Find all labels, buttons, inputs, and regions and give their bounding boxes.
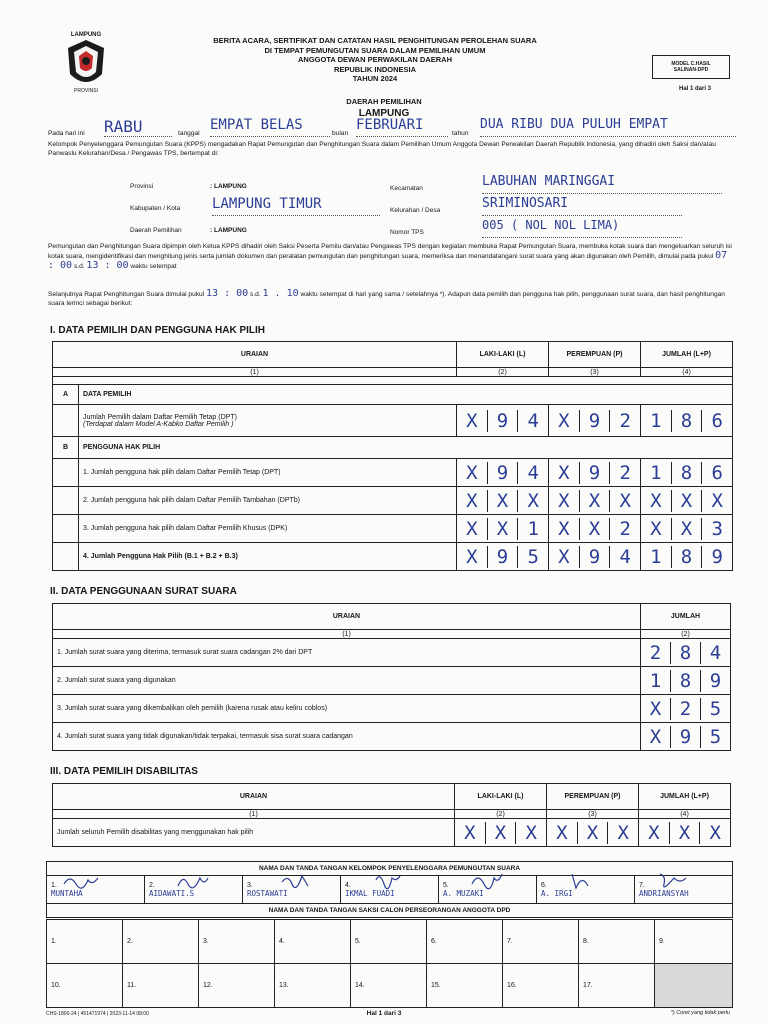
slot-number: 2. <box>127 938 133 945</box>
digit-box: X <box>556 821 568 844</box>
col-laki: LAKI-LAKI (L) <box>455 784 547 810</box>
row-ii2-value <box>641 667 731 695</box>
sd-text: s.d. <box>250 291 261 298</box>
digit-box: X <box>558 461 570 484</box>
section3-heading: III. DATA PEMILIH DISABILITAS <box>50 766 198 777</box>
col-number: (4) <box>639 810 731 819</box>
saksi-slot-12 <box>199 964 275 1008</box>
digit-box: X <box>487 518 518 540</box>
row-b2-perempuan-value <box>549 487 641 515</box>
digit-box: X <box>649 697 662 720</box>
digit-box: 3 <box>701 518 732 540</box>
title-line: BERITA ACARA, SERTIFIKAT DAN CATATAN HASIL PENGHITUNGAN PEROLEHAN SUARA <box>213 36 537 45</box>
digit-box: X <box>558 545 570 568</box>
disabilitas-laki-value <box>455 819 547 847</box>
row-ii2-label: 2. Jumlah surat suara yang digunakan <box>53 667 641 695</box>
sig-number: 7. <box>639 881 645 889</box>
digit-box: 1 <box>649 669 662 692</box>
digit-box: X <box>579 490 610 512</box>
slot-number: 8. <box>583 938 589 945</box>
sig-number: 3. <box>247 881 253 889</box>
digit-box: 1 <box>650 409 662 432</box>
col-number: (2) <box>457 368 549 377</box>
saksi-slot-16 <box>503 964 579 1008</box>
saksi-heading: NAMA DAN TANDA TANGAN SAKSI CALON PERSEORANGAN ANGGOTA DPD <box>47 904 733 918</box>
disabilitas-label: Jumlah seluruh Pemilih disabilitas yang menggunakan hak pilih <box>53 819 455 847</box>
kecamatan-label: Kecamatan <box>390 185 423 192</box>
col-jumlah: JUMLAH <box>641 604 731 630</box>
blank-cell <box>53 487 79 515</box>
col-perempuan: PEREMPUAN (P) <box>547 784 639 810</box>
digit-box: X <box>485 822 516 844</box>
row-a-label <box>79 405 457 437</box>
row-b4-jumlah-value <box>641 543 733 571</box>
end-time: 13 : 00 <box>86 260 129 271</box>
slot-number: 3. <box>203 938 209 945</box>
col-number: (2) <box>455 810 547 819</box>
tanggal-label: tanggal <box>178 130 200 137</box>
saksi-slot-17 <box>579 964 655 1008</box>
dapil-label: Daerah Pemilihan <box>130 227 182 234</box>
footer-note: *) Coret yang tidak perlu <box>670 1010 730 1016</box>
digit-box: 8 <box>671 546 702 568</box>
tahun-value: DUA RIBU DUA PULUH EMPAT <box>480 117 736 137</box>
digit-box: X <box>517 490 548 512</box>
spacer-row <box>53 377 733 385</box>
saksi-signature-table <box>46 919 733 1008</box>
slot-number: 1. <box>51 938 57 945</box>
start-time: 07 : 00 <box>48 250 728 271</box>
digit-box: 9 <box>487 546 518 568</box>
tahun-label: tahun <box>452 130 469 137</box>
digit-box: X <box>650 489 662 512</box>
digit-box: 9 <box>487 462 518 484</box>
signature-scrawls-icon <box>60 870 700 892</box>
digit-box: 9 <box>670 726 700 748</box>
slot-number: 11. <box>127 982 137 989</box>
kabupaten-value: LAMPUNG TIMUR <box>212 196 380 216</box>
saksi-slot-14 <box>351 964 427 1008</box>
digit-box: 9 <box>579 546 610 568</box>
row-b1-perempuan-value <box>549 459 641 487</box>
digit-box: 4 <box>609 546 640 568</box>
section1-table <box>52 341 733 571</box>
group-b-code: B <box>53 437 79 459</box>
digit-box: 9 <box>579 462 610 484</box>
section2-table <box>52 603 731 751</box>
para2-end: waktu setempat di hari yang sama / setelahnya *). Adapun data pemilih dan pengguna hak pilih, penggunaan surat suara, dan hasil penghitungan suara terinci sebagai berikut: <box>48 291 725 307</box>
kelurahan-label: Kelurahan / Desa <box>390 207 441 214</box>
col-jumlah: JUMLAH (L+P) <box>639 784 731 810</box>
row-b2-label: 2. Jumlah pengguna hak pilih dalam Daftar Pemilih Tambahan (DPTb) <box>79 487 457 515</box>
saksi-slot-10 <box>47 964 123 1008</box>
slot-number: 10. <box>51 982 61 989</box>
saksi-slot-11 <box>123 964 199 1008</box>
digit-box: X <box>648 821 660 844</box>
saksi-slot-2 <box>123 920 199 964</box>
digit-box: 1 <box>650 545 662 568</box>
blank-cell <box>53 405 79 437</box>
kpu-logo-icon <box>62 34 110 94</box>
saksi-slot-1 <box>47 920 123 964</box>
sig-number: 6. <box>541 881 547 889</box>
col-uraian: URAIAN <box>53 784 455 810</box>
saksi-slot-15 <box>427 964 503 1008</box>
col-number: (4) <box>641 368 733 377</box>
digit-box: 8 <box>670 670 700 692</box>
digit-box: 8 <box>670 642 700 664</box>
row-ii4-label: 4. Jumlah surat suara yang tidak digunakan/tidak terpakai, termasuk sisa surat suara cadangan <box>53 723 641 751</box>
col-number: (2) <box>641 630 731 639</box>
sig-name: A. MUZAKI <box>443 888 484 898</box>
saksi-slot-13 <box>275 964 351 1008</box>
digit-box: X <box>671 490 702 512</box>
slot-number: 6. <box>431 938 437 945</box>
digit-box: 1 <box>517 518 548 540</box>
digit-box: 8 <box>671 462 702 484</box>
row-b2-laki-value <box>457 487 549 515</box>
digit-box: 5 <box>517 546 548 568</box>
row-ii4-value <box>641 723 731 751</box>
digit-box: 5 <box>700 726 730 748</box>
digit-box: X <box>699 822 730 844</box>
blank-cell <box>53 543 79 571</box>
row-ii3-value <box>641 695 731 723</box>
title-line: TAHUN 2024 <box>352 74 398 83</box>
digit-box: 6 <box>701 462 732 484</box>
group-a-code: A <box>53 385 79 405</box>
body-paragraph-1 <box>48 242 738 271</box>
col-number: (3) <box>549 368 641 377</box>
para2-start: Selanjutnya Rapat Penghitungan Suara dimulai pukul <box>48 291 205 298</box>
daerah-value: LAMPUNG <box>358 108 410 119</box>
digit-box: X <box>607 822 638 844</box>
row-b1-jumlah-value <box>641 459 733 487</box>
digit-box: 4 <box>517 462 548 484</box>
row-b3-jumlah-value <box>641 515 733 543</box>
sig-name: ANDRIANSYAH <box>639 888 689 898</box>
digit-box: 1 <box>650 461 662 484</box>
digit-box: 6 <box>701 410 732 432</box>
intro-paragraph: Kelompok Penyelenggara Pemungutan Suara (KPPS) mengadakan Rapat Pemungutan dan Penghitungan Suara dalam Pemilihan Umum Anggota Dewan Perwakilan Daerah Republik Indonesia, yang dihadiri oleh Saksi dan/atau Panwaslu Kelurahan/Desa / Pengawas TPS, bertempat di: <box>48 141 716 157</box>
digit-box: X <box>466 545 478 568</box>
row-a-jumlah-value <box>641 405 733 437</box>
tps-label: Nomor TPS <box>390 229 424 236</box>
digit-box: X <box>466 517 478 540</box>
digit-box: 2 <box>609 518 640 540</box>
sig-name: IKMAL FUADI <box>345 888 395 898</box>
sig-number: 5. <box>443 881 449 889</box>
slot-number: 5. <box>355 938 361 945</box>
section2-heading: II. DATA PENGGUNAAN SURAT SUARA <box>50 586 237 597</box>
section1-heading: I. DATA PEMILIH DAN PENGGUNA HAK PILIH <box>50 325 265 336</box>
slot-number: 15. <box>431 982 441 989</box>
col-number: (3) <box>547 810 639 819</box>
disabilitas-jumlah-value <box>639 819 731 847</box>
para1-end: waktu setempat <box>130 263 177 270</box>
digit-box: X <box>649 725 662 748</box>
model-code-box <box>652 55 730 79</box>
row-a-line2: (Terdapat dalam Model A-Kabko Daftar Pemilih ) <box>83 420 234 428</box>
section3-table <box>52 783 731 847</box>
sd-text: s.d. <box>73 263 85 270</box>
digit-box: 9 <box>579 410 610 432</box>
kelurahan-value: SRIMINOSARI <box>482 196 682 216</box>
digit-box: X <box>466 409 478 432</box>
digit-box: X <box>579 518 610 540</box>
digit-box: 4 <box>700 642 730 664</box>
kpps-heading: NAMA DAN TANDA TANGAN KELOMPOK PENYELENGGARA PEMUNGUTAN SUARA <box>47 862 733 876</box>
logo-bottom-text: PROVINSI <box>74 88 98 94</box>
col-number: (1) <box>53 630 641 639</box>
row-a-line1: Jumlah Pemilih dalam Daftar Pemilih Tetap (DPT) <box>83 413 237 421</box>
kecamatan-value: LABUHAN MARINGGAI <box>482 174 722 194</box>
footer-page: Hal 1 dari 3 <box>366 1010 402 1017</box>
title-line: DI TEMPAT PEMUNGUTAN SUARA DALAM PEMILIHAN UMUM <box>264 45 486 55</box>
tanggal-value: EMPAT BELAS <box>210 117 330 137</box>
col-number: (1) <box>53 810 455 819</box>
sig-number: 1. <box>51 881 57 889</box>
blank-cell <box>53 515 79 543</box>
blank-cell <box>53 459 79 487</box>
digit-box: X <box>464 821 476 844</box>
digit-box: 2 <box>609 462 640 484</box>
model-line: SALINAN-DPD <box>673 67 709 73</box>
saksi-slot-9 <box>655 920 733 964</box>
digit-box: X <box>515 822 546 844</box>
digit-box: X <box>671 518 702 540</box>
tps-value: 005 ( NOL NOL LIMA) <box>482 218 682 238</box>
col-jumlah: JUMLAH (L+P) <box>641 342 733 368</box>
dapil-value: : LAMPUNG <box>210 227 247 234</box>
col-laki: LAKI-LAKI (L) <box>457 342 549 368</box>
row-a-laki-value <box>457 405 549 437</box>
digit-box: X <box>558 489 570 512</box>
digit-box: X <box>558 517 570 540</box>
row-ii3-label: 3. Jumlah surat suara yang dikembalikan oleh pemilih (karena rusak atau keliru coblos) <box>53 695 641 723</box>
para1-text: Pemungutan dan Penghitungan Suara dipimpin oleh Ketua KPPS dihadiri oleh Saksi Peserta Pemilu dan/atau Pengawas TPS dengan kegiatan membuka Rapat Pemungutan Suara, membuka kotak suara dan mengeluarkan seluruh isi kotak suara, mengidentifikasi dan menghitung jenis serta jumlah dokumen dan peralatan pemungutan dan penghitungan suara, memeriksa dan menandatangani surat suara yang akan digunakan oleh Pemilih, dimulai pada pukul <box>48 243 732 260</box>
saksi-slot-7 <box>503 920 579 964</box>
provinsi-label: Provinsi <box>130 183 154 190</box>
sig-name: ROSTAWATI <box>247 888 288 898</box>
sig-name: A. IRGI <box>541 888 573 898</box>
digit-box: X <box>558 409 570 432</box>
row-b4-label: 4. Jumlah Pengguna Hak Pilih (B.1 + B.2 + B.3) <box>79 543 457 571</box>
slot-number: 12. <box>203 982 213 989</box>
row-b3-label: 3. Jumlah pengguna hak pilih dalam Daftar Pemilih Khusus (DPK) <box>79 515 457 543</box>
digit-box: 2 <box>609 410 640 432</box>
col-uraian: URAIAN <box>53 604 641 630</box>
digit-box: X <box>650 517 662 540</box>
bulan-value: FEBRUARI <box>356 117 448 137</box>
daerah-label: DAERAH PEMILIHAN <box>346 97 422 106</box>
row-b1-laki-value <box>457 459 549 487</box>
digit-box: X <box>487 490 518 512</box>
kabupaten-label: Kabupaten / Kota <box>130 205 181 212</box>
saksi-slot-5 <box>351 920 427 964</box>
model-line: MODEL C.HASIL <box>671 61 711 67</box>
count-start-time: 13 : 00 <box>206 288 249 299</box>
logo-top-text: LAMPUNG <box>70 32 102 38</box>
group-a-title: DATA PEMILIH <box>79 385 733 405</box>
digit-box: X <box>609 490 640 512</box>
document-title <box>140 36 610 84</box>
digit-box: 5 <box>700 698 730 720</box>
digit-box: 9 <box>487 410 518 432</box>
saksi-slot-3 <box>199 920 275 964</box>
body-paragraph-2 <box>48 289 738 308</box>
slot-number: 9. <box>659 938 665 945</box>
count-end-time: 1 . 10 <box>262 288 299 299</box>
page-indicator-top: Hal 1 dari 3 <box>678 86 711 92</box>
digit-box: 2 <box>670 698 700 720</box>
col-uraian: URAIAN <box>53 342 457 368</box>
digit-box: 4 <box>517 410 548 432</box>
digit-box: X <box>466 461 478 484</box>
row-ii1-label: 1. Jumlah surat suara yang diterima, termasuk surat suara cadangan 2% dari DPT <box>53 639 641 667</box>
saksi-slot-shaded <box>655 964 733 1008</box>
row-a-perempuan-value <box>549 405 641 437</box>
saksi-slot-6 <box>427 920 503 964</box>
hari-value: RABU <box>104 117 172 137</box>
group-b-title: PENGGUNA HAK PILIH <box>79 437 733 459</box>
saksi-slot-4 <box>275 920 351 964</box>
slot-number: 13. <box>279 982 289 989</box>
slot-number: 17. <box>583 982 593 989</box>
slot-number: 4. <box>279 938 285 945</box>
title-line: REPUBLIK INDONESIA <box>333 64 417 74</box>
digit-box: 9 <box>700 670 730 692</box>
digit-box: 8 <box>671 410 702 432</box>
slot-number: 14. <box>355 982 365 989</box>
footer-code: CHS-1800-24 | 451471974 | 2023-11-14 08:00 <box>46 1011 149 1017</box>
pada-hari-label: Pada hari ini <box>48 130 85 137</box>
provinsi-value: : LAMPUNG <box>210 183 247 190</box>
col-number: (1) <box>53 368 457 377</box>
row-b3-laki-value <box>457 515 549 543</box>
sig-name: AIDAWATI.S <box>149 888 195 898</box>
row-ii1-value <box>641 639 731 667</box>
slot-number: 7. <box>507 938 513 945</box>
row-b1-label: 1. Jumlah pengguna hak pilih dalam Daftar Pemilih Tetap (DPT) <box>79 459 457 487</box>
sig-number: 4. <box>345 881 351 889</box>
sig-name: MUNTAHA <box>51 888 83 898</box>
digit-box: X <box>466 489 478 512</box>
slot-number: 16. <box>507 982 517 989</box>
title-line: ANGGOTA DEWAN PERWAKILAN DAERAH <box>297 55 453 64</box>
saksi-slot-8 <box>579 920 655 964</box>
digit-box: X <box>577 822 608 844</box>
sig-number: 2. <box>149 881 155 889</box>
digit-box: X <box>701 490 732 512</box>
row-b4-perempuan-value <box>549 543 641 571</box>
bulan-label: bulan <box>332 130 349 137</box>
row-b2-jumlah-value <box>641 487 733 515</box>
row-b4-laki-value <box>457 543 549 571</box>
digit-box: 2 <box>649 641 662 664</box>
disabilitas-perempuan-value <box>547 819 639 847</box>
digit-box: X <box>669 822 700 844</box>
row-b3-perempuan-value <box>549 515 641 543</box>
col-perempuan: PEREMPUAN (P) <box>549 342 641 368</box>
digit-box: 9 <box>701 546 732 568</box>
